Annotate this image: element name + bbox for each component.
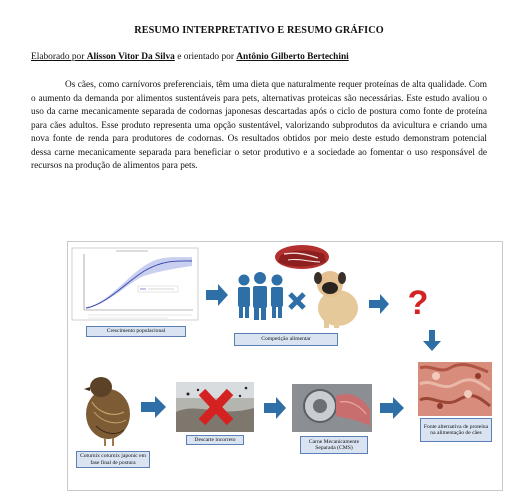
label-growth: Crescimento populacional xyxy=(86,326,186,337)
label-cms: Carne Mecanicamente Separada (CMS) xyxy=(300,436,368,454)
people-icon xyxy=(238,272,283,320)
cms-machine-image xyxy=(292,384,372,432)
blue-cross-icon xyxy=(290,294,304,308)
label-competition: Competição alimentar xyxy=(234,333,338,346)
protein-food-image xyxy=(418,362,492,416)
byline-prefix: Elaborado por xyxy=(31,52,87,62)
author-name: Alisson Vitor Da Silva xyxy=(86,52,175,62)
document-title: RESUMO INTERPRETATIVO E RESUMO GRÁFICO xyxy=(134,25,384,36)
question-mark: ? xyxy=(407,284,429,322)
quail-image xyxy=(84,377,130,446)
arrow-right-icon xyxy=(264,397,286,419)
label-quail: Coturnix coturnix japonic em fase final de postura xyxy=(76,451,150,468)
discard-image xyxy=(176,382,254,432)
dog-image xyxy=(314,271,358,328)
label-discard: Descarte incorreto xyxy=(186,435,244,445)
raw-meat-image xyxy=(275,245,329,269)
graphical-abstract xyxy=(67,241,503,491)
arrow-right-icon xyxy=(369,294,389,314)
arrow-right-icon xyxy=(206,284,228,306)
arrow-down-icon xyxy=(423,330,441,351)
arrow-right-icon xyxy=(141,396,166,418)
growth-chart-image xyxy=(72,248,198,320)
label-alternative-protein: Fonte alternativa de proteína na alimentação de cães xyxy=(420,418,492,442)
summary-paragraph: Os cães, como carnívoros preferenciais, têm uma dieta que naturalmente requer proteínas de alta qualidade. Com o aumento da demanda por alimentos sustentáveis para pets, alternativas proteicas são necessárias. Este estudo avaliou o uso da carne mecanicamente separada de codornas japonesas descartadas após o ciclo de postura como fonte de proteína para cães adultos. Esse produto representa uma opção sustentável, valorizando subprodutos da avicultura e criando uma nova fonte de renda para produtores de codornas. Os resultados obtidos por meio deste estudo demonstram potencial dessa carne mecanicamente separada para beneficiar o setor produtivo e a sociedade ao fomentar o uso responsável de recursos na produção de alimentos para pets. xyxy=(31,80,487,172)
advisor-name: Antônio Gilberto Bertechini xyxy=(236,52,349,62)
arrow-right-icon xyxy=(380,397,404,419)
byline xyxy=(31,52,349,62)
byline-middle: e orientado por xyxy=(174,52,237,62)
